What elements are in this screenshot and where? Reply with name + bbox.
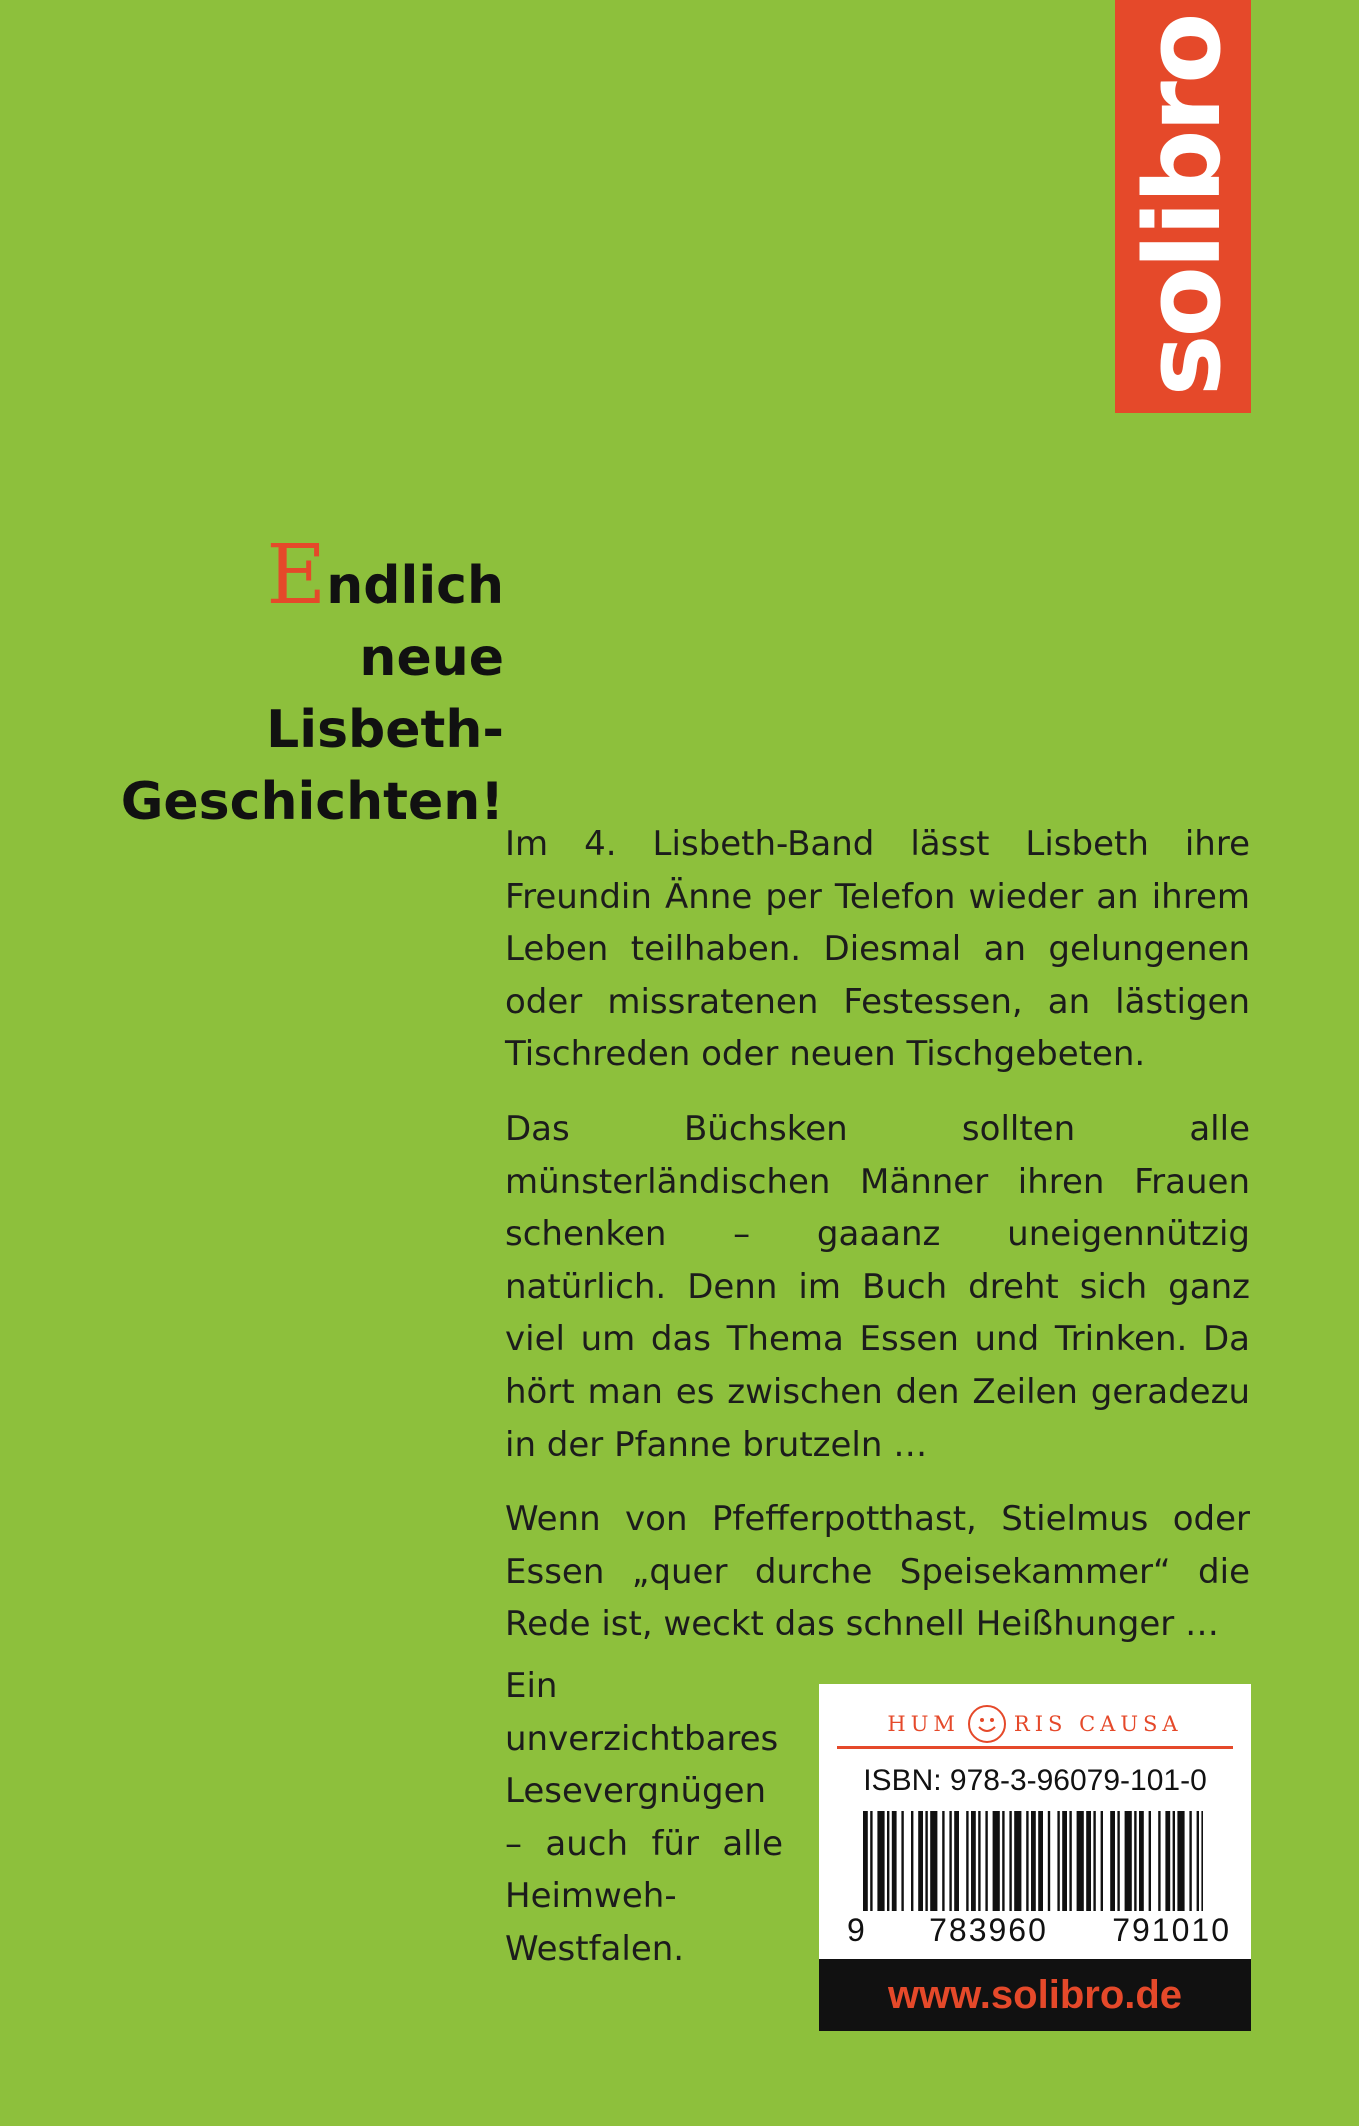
isbn-number: ISBN: 978-3-96079-101-0 xyxy=(863,1764,1207,1797)
barcode-bars xyxy=(863,1811,1203,1911)
headline-line-3: Lisbeth- xyxy=(266,700,504,760)
blurb-text xyxy=(505,818,1250,1651)
headline-line-1 xyxy=(121,528,504,623)
drop-cap: E xyxy=(266,528,327,623)
barcode-digits-left: 783960 xyxy=(929,1912,1048,1948)
blurb-paragraph-3: Wenn von Pfefferpotthast, Stielmus oder Essen „quer durche Speisekammer“ die Rede ist, weckt das schnell Heißhunger … xyxy=(505,1499,1250,1645)
imprint-underline xyxy=(837,1746,1233,1749)
headline xyxy=(120,528,504,838)
website-url: www.solibro.de xyxy=(887,1972,1183,2017)
smiley-icon xyxy=(968,1705,1006,1743)
headline-line-1-rest: ndlich xyxy=(326,556,504,616)
imprint-left: HUM xyxy=(887,1712,960,1736)
headline-line-4: Geschichten! xyxy=(120,772,504,832)
blurb-paragraph-4: Ein unverzichtbares Lesevergnügen – auch für alle Heimweh-Westfalen. xyxy=(505,1666,783,1969)
blurb-paragraph-1: Im 4. Lisbeth-Band lässt Lisbeth ihre Freundin Änne per Telefon wieder an ihrem Leben teilhaben. Diesmal an gelungenen oder missratenen Festessen, an lästigen Tischreden oder neuen Tischgebeten. xyxy=(505,824,1250,1075)
imprint-logo xyxy=(837,1698,1233,1750)
barcode-digit-first: 9 xyxy=(847,1912,865,1948)
website-bar xyxy=(819,1959,1251,2031)
imprint-right: RIS CAUSA xyxy=(1013,1712,1183,1736)
logo-text: solibro xyxy=(1122,15,1244,397)
barcode-digits-right: 791010 xyxy=(1112,1912,1231,1948)
barcode-panel xyxy=(819,1684,1251,2031)
headline-line-2: neue xyxy=(359,628,504,688)
publisher-logo xyxy=(1115,0,1251,413)
blurb-paragraph-2: Das Büchsken sollten alle münsterländischen Männer ihren Frauen schenken – gaaanz uneigennützig natürlich. Denn im Buch dreht sich ganz viel um das Thema Essen und Trinken. Da hört man es zwischen den Zeilen geradezu in der Pfanne brutzeln … xyxy=(505,1108,1250,1465)
barcode-digits xyxy=(847,1912,1231,1949)
